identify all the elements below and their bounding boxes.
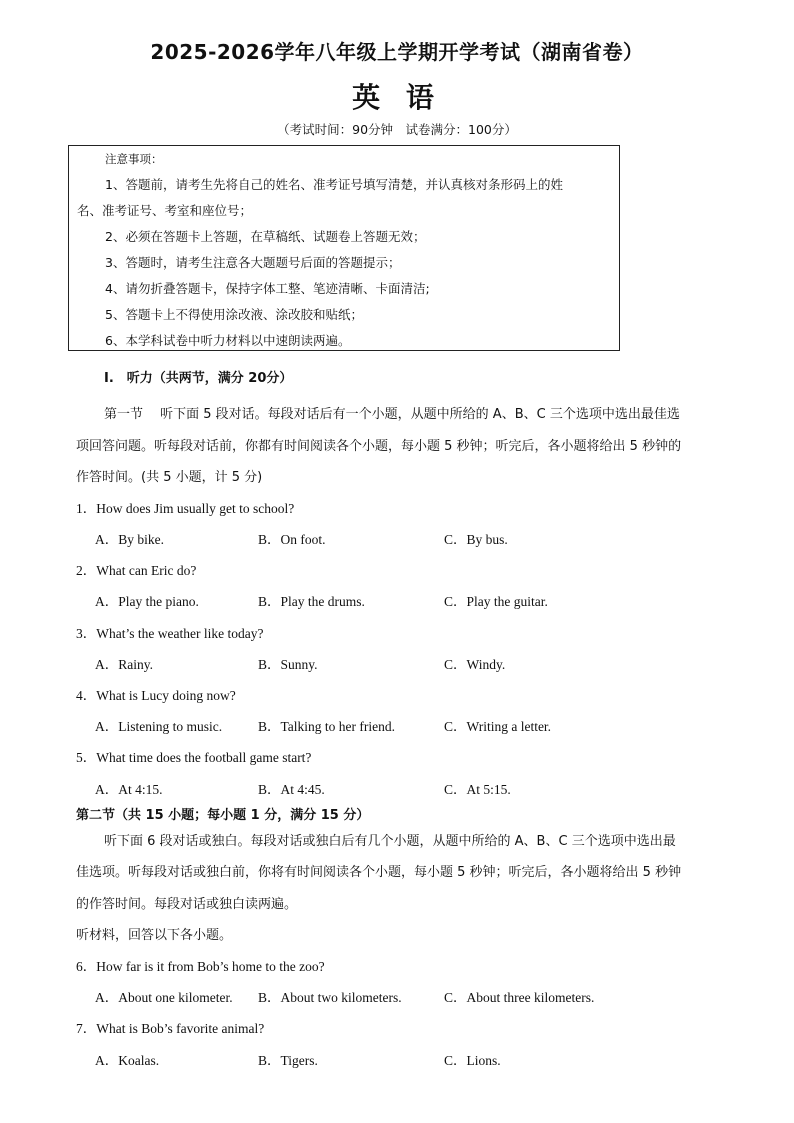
notice-item: 6、本学科试卷中听力材料以中速朗读两遍。 [105,333,351,348]
exam-title: 2025-2026学年八年级上学期开学考试（湖南省卷） [150,40,644,64]
notice-item: 3、答题时，请考生注意各大题题号后面的答题提示； [105,255,401,270]
option-c: C．At 5:15. [444,782,511,797]
option-a: A．By bike. [95,532,164,547]
option-b: B．Talking to her friend. [258,719,396,734]
notice-item: 4、请勿折叠答题卡，保持字体工整、笔迹清晰、卡面清洁; [105,281,430,296]
question: 3．What’s the weather like today? [76,626,264,641]
option-a: A．Rainy. [95,657,153,672]
section-heading: I. 听力（共两节，满分 20分） [104,371,293,386]
notice-item: 5、答题卡上不得使用涂改液、涂改胶和贴纸； [105,307,363,322]
option-c: C．Windy. [444,657,506,672]
option-b: B．About two kilometers. [258,990,402,1005]
part2-instructions-line: 的作答时间。每段对话或独白读两遍。 [76,897,298,912]
option-a: A．Listening to music. [95,719,223,734]
option-b: B．Tigers. [258,1053,318,1068]
question: 7．What is Bob’s favorite animal? [76,1021,265,1036]
notice-item: 名、准考证号、考室和座位号； [77,203,253,218]
option-a: A．At 4:15. [95,782,163,797]
option-a: A．About one kilometer. [95,990,233,1005]
question: 4．What is Lucy doing now? [76,688,236,703]
notice-title: 注意事项： [105,152,163,166]
option-c: C．Writing a letter. [444,719,552,734]
exam-info: （考试时间：90分钟 试卷满分：100分） [277,122,517,137]
option-b: B．On foot. [258,532,326,547]
part2-instructions-line: 听材料，回答以下各小题。 [76,928,233,943]
question: 5．What time does the football game start? [76,750,312,765]
subject-title: 英 语 [352,81,442,114]
option-a: A．Koalas. [95,1053,160,1068]
notice-item: 1、答题前，请考生先将自己的姓名、准考证号填写清楚，并认真核对条形码上的姓 [105,177,563,192]
option-c: C．Lions. [444,1053,501,1068]
part1-instructions-line: 项回答问题。听每段对话前，你都有时间阅读各个小题，每小题 5 秒钟；听完后，各小题将给出 5 秒钟的 [76,439,682,454]
option-b: B．Play the drums. [258,594,365,609]
part1-instructions-line: 作答时间。(共 5 小题，计 5 分) [76,470,263,485]
part1-instructions-line: 第一节 听下面 5 段对话。每段对话后有一个小题，从题中所给的 A、B、C 三个选项中选出最佳选 [104,407,680,422]
part2-heading: 第二节（共 15 小题；每小题 1 分，满分 15 分） [76,808,370,823]
option-b: B．At 4:45. [258,782,325,797]
option-c: C．By bus. [444,532,508,547]
part2-instructions-line: 佳选项。听每段对话或独白前，你将有时间阅读各个小题，每小题 5 秒钟；听完后，各小题将给出 5 秒钟 [76,865,682,880]
question: 2．What can Eric do? [76,563,197,578]
notice-item: 2、必须在答题卡上答题，在草稿纸、试题卷上答题无效； [105,229,426,244]
part2-instructions-line: 听下面 6 段对话或独白。每段对话或独白后有几个小题，从题中所给的 A、B、C 三个选项中选出最 [104,834,676,849]
option-b: B．Sunny. [258,657,318,672]
notice-box [68,145,620,351]
option-c: C．Play the guitar. [444,594,548,609]
option-a: A．Play the piano. [95,594,199,609]
option-c: C．About three kilometers. [444,990,595,1005]
question: 1．How does Jim usually get to school? [76,501,295,516]
question: 6．How far is it from Bob’s home to the zoo? [76,959,325,974]
